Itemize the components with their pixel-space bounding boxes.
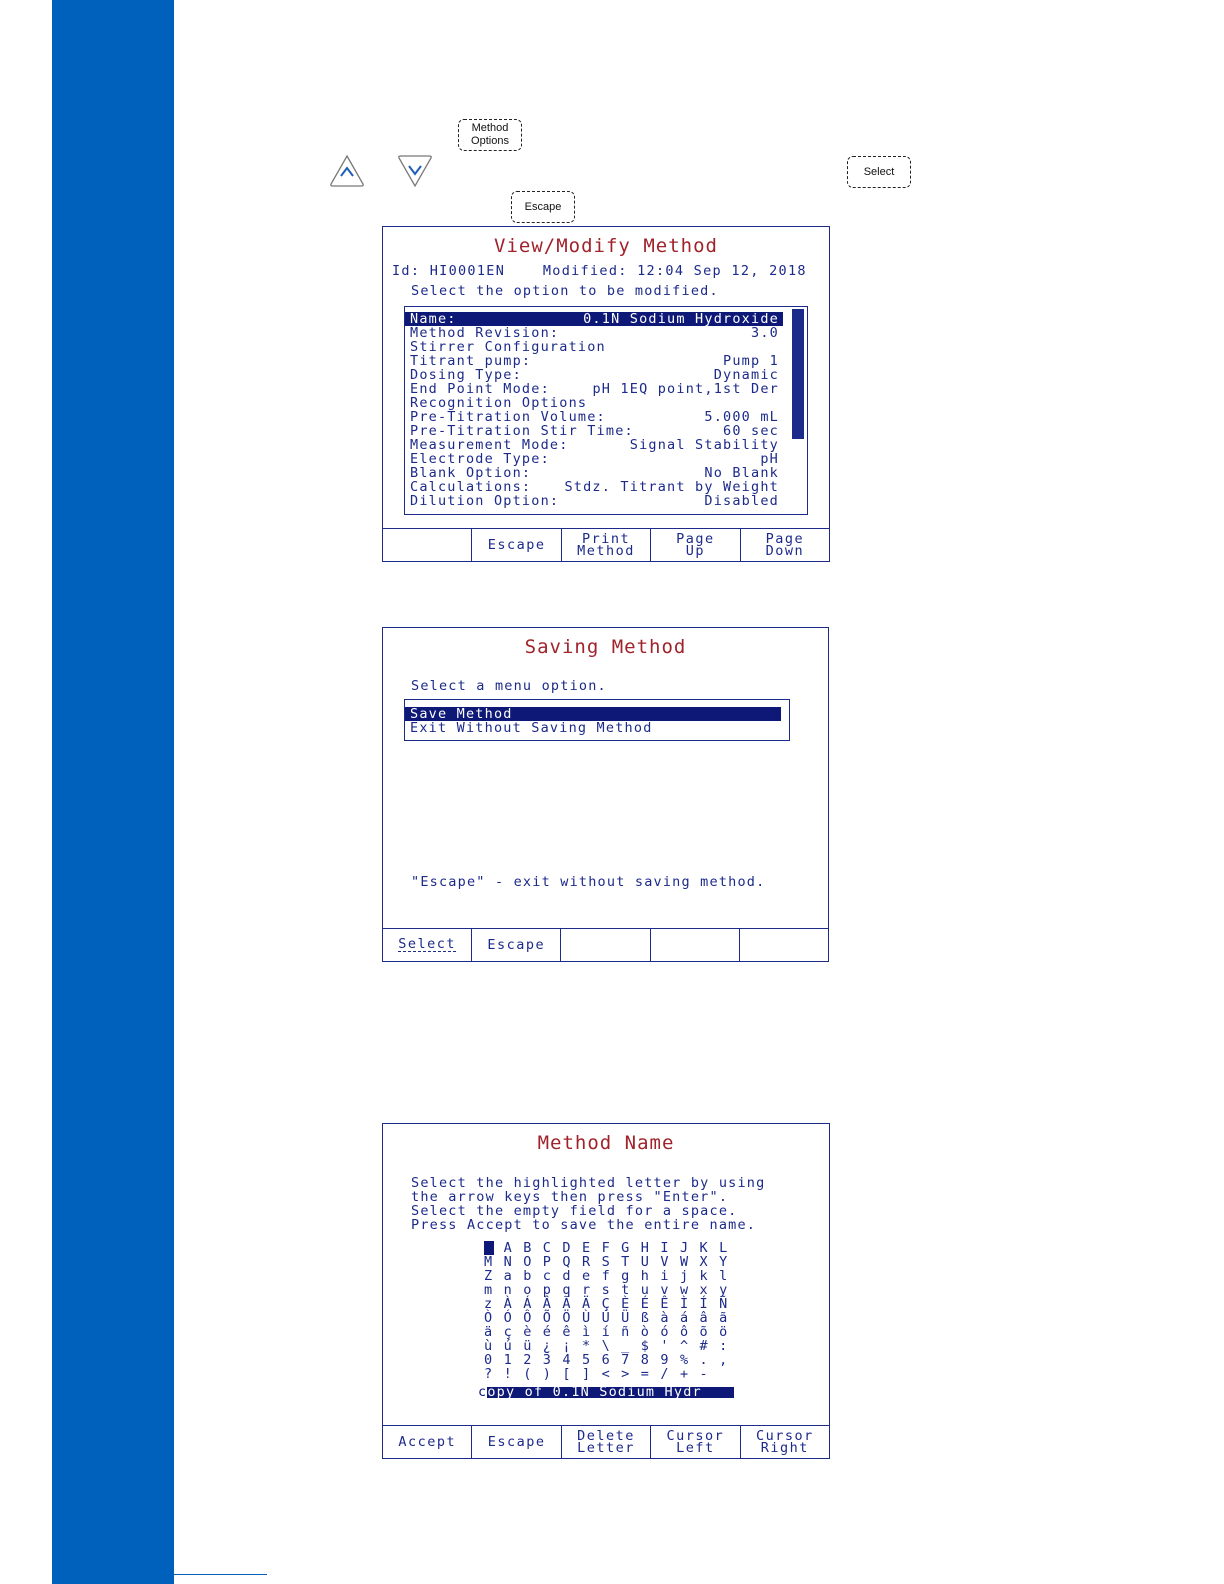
charmap-cell[interactable]: ] [581,1366,591,1382]
instruction-line-1: Select the highlighted letter by using [411,1175,766,1191]
option-label: Name: [410,311,457,327]
charmap-cell[interactable]: Õ [542,1310,551,1326]
charmap-cell[interactable]: ( [523,1366,532,1382]
charmap-cell[interactable]: Ä [581,1296,591,1312]
charmap-cell[interactable]: s [601,1282,610,1298]
charmap-cell[interactable]: g [621,1268,630,1284]
charmap-cell[interactable]: G [621,1240,630,1256]
charmap-cell[interactable]: Ù [581,1310,591,1326]
charmap-cell[interactable]: Â [542,1296,551,1312]
charmap-cell[interactable]: F [601,1240,610,1256]
charmap-cell[interactable]: Ô [523,1310,532,1326]
saving-method-screen [382,627,829,962]
option-row-stirrer-configuration[interactable] [405,340,783,354]
charmap-cell[interactable]: ¿ [542,1338,551,1354]
charmap-cell[interactable]: m [484,1282,493,1298]
charmap-cell[interactable] [719,1367,739,1381]
charmap-cell[interactable]: W [679,1254,689,1270]
charmap-cell[interactable]: Á [523,1296,532,1312]
charmap-row [484,1325,739,1339]
charmap-cell[interactable]: C [542,1240,551,1256]
option-label: Pre-Titration Volume: [410,409,606,425]
escape-key[interactable]: Escape [511,191,575,223]
option-value: 0.1N Sodium Hydroxide [583,311,779,327]
charmap-cell[interactable]: é [542,1324,551,1340]
option-label: Measurement Mode: [410,437,569,453]
charmap-cell[interactable]: [ [562,1366,571,1382]
charmap-cell[interactable]: O [523,1254,532,1270]
down-arrow-key[interactable] [397,154,433,188]
softkey-accept[interactable] [383,1426,471,1458]
option-row-method-revision[interactable] [405,326,783,340]
softkey-escape[interactable] [471,529,560,561]
charmap-cell[interactable]: _ [621,1338,630,1354]
option-row-pre-titration-stir-time[interactable] [405,424,783,438]
charmap-cell[interactable]: Ì [679,1296,689,1312]
option-value: Disabled [704,493,779,509]
charmap-cell[interactable]: y [719,1282,728,1298]
charmap-cell[interactable]: j [679,1268,689,1284]
charmap-cell[interactable]: Ê [660,1296,669,1312]
charmap-cell[interactable]: * [581,1338,591,1354]
charmap-cell[interactable]: l [719,1268,728,1284]
option-value: 3.0 [751,325,779,341]
charmap-cell[interactable]: % [679,1352,689,1368]
charmap-cell[interactable]: # [699,1338,708,1354]
charmap-cell[interactable]: R [581,1254,591,1270]
charmap-cell[interactable]: ô [679,1324,689,1340]
name-cursor: c [478,1384,488,1400]
up-arrow-key[interactable] [329,154,365,188]
charmap-cell[interactable]: ç [503,1324,512,1340]
charmap-cell[interactable]: M [484,1254,493,1270]
softkey-label: Print Method [577,531,635,559]
charmap-cell[interactable]: E [581,1240,591,1256]
charmap-cell[interactable]: f [601,1268,610,1284]
charmap-row [484,1339,739,1353]
softkey-label: Escape [487,537,546,553]
softkey-label: Escape [487,1434,546,1450]
charmap-cell[interactable]: v [660,1282,669,1298]
option-value: pH [760,451,779,467]
charmap-cell[interactable]: J [679,1240,689,1256]
charmap-cell[interactable]: Í [699,1296,708,1312]
charmap-row [484,1311,739,1325]
charmap-row [484,1353,739,1367]
charmap-cell[interactable]: Ó [503,1310,512,1326]
instruction-line-2: the arrow keys then press "Enter". [411,1189,729,1205]
softkey-label: Select [398,936,456,952]
view-modify-method-screen [382,226,830,562]
charmap-cell[interactable]: > [621,1366,630,1382]
option-row-name[interactable] [405,312,783,326]
softkey-label: Escape [487,937,546,953]
instruction-text: Select a menu option. [411,678,607,694]
charmap-row [484,1367,739,1381]
charmap-cell[interactable]: À [503,1296,512,1312]
option-label: Electrode Type: [410,451,550,467]
charmap-cell[interactable]: . [699,1352,708,1368]
option-label: Recognition Options [410,395,588,411]
option-value: 60 sec [723,423,779,439]
charmap-row [484,1297,739,1311]
charmap-cell[interactable]: a [503,1268,512,1284]
method-name-field[interactable] [478,1384,734,1400]
charmap-cell[interactable]: B [523,1240,532,1256]
charmap-cell[interactable]: t [621,1282,630,1298]
escape-hint: "Escape" - exit without saving method. [411,874,766,890]
menu-item-label: Save Method [410,706,513,722]
option-row-pre-titration-volume[interactable] [405,410,783,424]
charmap-cell[interactable]: x [699,1282,708,1298]
option-value: Dynamic [713,367,779,383]
page-sidebar-band [52,0,174,1584]
charmap-cell[interactable]: < [601,1366,610,1382]
scrollbar[interactable] [790,307,806,514]
charmap-cell[interactable]: I [660,1240,669,1256]
softkey-print-method[interactable] [561,529,650,561]
charmap-cell[interactable]: p [542,1282,551,1298]
option-value: No Blank [704,465,779,481]
charmap-cell[interactable]: â [699,1310,708,1326]
charmap-cell[interactable]: V [660,1254,669,1270]
charmap-space-cell-selected[interactable] [484,1241,494,1255]
menu-item-exit-without-saving-method[interactable] [405,721,781,735]
charmap-cell[interactable]: 9 [660,1352,669,1368]
instruction-line-3: Select the empty field for a space. [411,1203,738,1219]
charmap-cell[interactable]: 1 [503,1352,512,1368]
charmap-cell[interactable]: ñ [621,1324,630,1340]
charmap-cell[interactable]: ö [719,1324,728,1340]
charmap-cell[interactable]: o [523,1282,532,1298]
screen-title: Saving Method [524,636,687,658]
charmap-cell[interactable]: í [601,1324,610,1340]
option-row-dilution-option[interactable] [405,494,783,508]
option-value: Stdz. Titrant by Weight [564,479,779,495]
charmap-cell[interactable]: ó [660,1324,669,1340]
charmap-cell[interactable]: ß [640,1310,649,1326]
charmap-cell[interactable]: 6 [601,1352,610,1368]
charmap-cell[interactable]: Ñ [719,1296,728,1312]
softkey-bar [383,928,828,961]
charmap-row [484,1269,739,1283]
option-row-dosing-type[interactable] [405,368,783,382]
charmap-cell[interactable]: ¡ [562,1338,571,1354]
charmap-cell[interactable]: 8 [640,1352,649,1368]
option-row-blank-option[interactable] [405,466,783,480]
charmap-cell[interactable]: ! [503,1366,512,1382]
charmap-cell[interactable]: L [719,1240,728,1256]
charmap-cell[interactable]: ê [562,1324,571,1340]
charmap-row [484,1241,739,1255]
softkey-delete-letter[interactable] [561,1426,650,1458]
charmap-cell[interactable]: ^ [679,1338,689,1354]
option-list[interactable] [404,306,808,515]
charmap-cell[interactable]: ã [719,1310,728,1326]
charmap-cell[interactable]: ) [542,1366,551,1382]
charmap-cell[interactable]: Ç [601,1296,610,1312]
option-label: Pre-Titration Stir Time: [410,423,634,439]
charmap-row [484,1255,739,1269]
charmap-cell[interactable]: Ò [484,1310,493,1326]
charmap-cell[interactable]: ò [640,1324,649,1340]
option-value: pH 1EQ point,1st Der [592,381,779,397]
softkey-empty-4[interactable] [739,929,828,961]
charmap-cell[interactable]: K [699,1240,708,1256]
softkey-escape[interactable] [471,929,560,961]
screen-title: Method Name [537,1132,675,1154]
charmap-cell[interactable]: É [640,1296,649,1312]
charmap-cell[interactable]: Y [719,1254,728,1270]
charmap-cell[interactable]: : [719,1338,728,1354]
method-name-screen [382,1123,830,1459]
option-value: 5.000 mL [704,409,779,425]
charmap-cell[interactable]: 7 [621,1352,630,1368]
charmap-cell[interactable]: ' [660,1338,669,1354]
charmap-cell[interactable]: ü [523,1338,532,1354]
charmap-cell[interactable]: k [699,1268,708,1284]
charmap-cell[interactable]: \ [601,1338,610,1354]
option-row-measurement-mode[interactable] [405,438,783,452]
softkey-cursor-right[interactable] [740,1426,829,1458]
instruction-line-4: Press Accept to save the entire name. [411,1217,757,1233]
softkey-cursor-left[interactable] [650,1426,739,1458]
charmap-row [484,1283,739,1297]
charmap-cell[interactable]: X [699,1254,708,1270]
charmap-cell[interactable]: U [640,1254,649,1270]
charmap-cell[interactable]: T [621,1254,630,1270]
charmap-cell[interactable]: È [621,1296,630,1312]
charmap-cell[interactable]: c [542,1268,551,1284]
charmap-cell[interactable]: ú [503,1338,512,1354]
option-row-titrant-pump[interactable] [405,354,783,368]
charmap-cell[interactable]: 2 [523,1352,532,1368]
charmap-cell[interactable]: / [660,1366,669,1382]
charmap-cell[interactable]: P [542,1254,551,1270]
option-row-electrode-type[interactable] [405,452,783,466]
softkey-label: Delete Letter [577,1428,635,1456]
option-label: Stirrer Configuration [410,339,606,355]
charmap-cell[interactable]: Ü [621,1310,630,1326]
option-label: Method Revision: [410,325,560,341]
select-key[interactable]: Select [847,156,911,188]
charmap-cell[interactable]: õ [699,1324,708,1340]
charmap-cell[interactable]: + [679,1366,689,1382]
menu-option-list[interactable] [404,699,790,741]
charmap-cell[interactable]: n [503,1282,512,1298]
softkey-label: Accept [398,1434,457,1450]
charmap-cell[interactable]: A [503,1240,512,1256]
charmap-cell[interactable]: d [562,1268,571,1284]
charmap-cell[interactable]: r [581,1282,591,1298]
option-row-recognition-options[interactable] [405,396,783,410]
softkey-escape[interactable] [471,1426,560,1458]
softkey-empty-2[interactable] [560,929,649,961]
menu-item-label: Exit Without Saving Method [410,720,653,736]
charmap-cell[interactable]: 0 [484,1352,493,1368]
charmap-cell[interactable]: 4 [562,1352,571,1368]
charmap-cell[interactable]: $ [640,1338,649,1354]
option-label: Dilution Option: [410,493,560,509]
charmap-cell[interactable]: q [562,1282,571,1298]
option-value: Pump 1 [723,353,779,369]
charmap-cell[interactable]: Ú [601,1310,610,1326]
charmap-cell[interactable]: Ã [562,1296,571,1312]
charmap-cell[interactable]: ù [484,1338,493,1354]
option-label: Calculations: [410,479,532,495]
softkey-empty-3[interactable] [650,929,739,961]
softkey-label: Cursor Left [666,1428,725,1456]
charmap-cell[interactable]: Ö [562,1310,571,1326]
charmap-cell[interactable]: , [719,1352,728,1368]
charmap-cell[interactable]: = [640,1366,649,1382]
menu-item-save-method[interactable] [405,707,781,721]
charmap-cell[interactable]: 5 [581,1352,591,1368]
charmap-cell[interactable]: z [484,1296,493,1312]
footer-rule [126,1574,267,1575]
softkey-label: Page Up [676,531,715,559]
charmap-cell[interactable]: à [660,1310,669,1326]
charmap-cell[interactable]: Q [562,1254,571,1270]
charmap-cell[interactable]: á [679,1310,689,1326]
charmap-cell[interactable]: - [699,1366,708,1382]
charmap-cell[interactable]: u [640,1282,649,1298]
method-options-key[interactable]: Method Options [458,119,522,151]
charmap-cell[interactable]: N [503,1254,512,1270]
name-value: opy of 0.1N Sodium Hydr [487,1384,702,1400]
instruction-text: Select the option to be modified. [411,283,719,299]
charmap-cell[interactable]: ì [581,1324,591,1340]
softkey-select[interactable] [383,929,471,961]
charmap-cell[interactable]: w [679,1282,689,1298]
character-map[interactable] [484,1241,739,1381]
charmap-cell[interactable]: h [640,1268,649,1284]
charmap-cell[interactable]: ? [484,1366,493,1382]
softkey-page-down[interactable] [740,529,829,561]
charmap-cell[interactable]: b [523,1268,532,1284]
option-row-end-point-mode[interactable] [405,382,783,396]
charmap-cell[interactable]: D [562,1240,571,1256]
option-label: Blank Option: [410,465,532,481]
scrollbar-thumb[interactable] [792,309,804,439]
charmap-cell[interactable]: 3 [542,1352,551,1368]
option-label: Titrant pump: [410,353,532,369]
screen-title: View/Modify Method [494,235,718,257]
softkey-empty-0[interactable] [383,529,471,561]
charmap-cell[interactable]: H [640,1240,649,1256]
softkey-label: Page Down [765,531,805,559]
charmap-cell[interactable]: Z [484,1268,493,1284]
softkey-bar [383,1425,829,1458]
option-label: End Point Mode: [410,381,550,397]
option-label: Dosing Type: [410,367,522,383]
option-row-calculations[interactable] [405,480,783,494]
softkey-label: Cursor Right [755,1428,814,1456]
softkey-page-up[interactable] [650,529,739,561]
method-id-line: Id: HI0001EN Modified: 12:04 Sep 12, 2018 [392,263,807,279]
charmap-cell[interactable]: i [660,1268,669,1284]
option-value: Signal Stability [629,437,779,453]
charmap-cell[interactable]: e [581,1268,591,1284]
charmap-cell[interactable]: S [601,1254,610,1270]
charmap-cell[interactable]: è [523,1324,532,1340]
softkey-bar [383,528,829,561]
charmap-cell[interactable]: ä [484,1324,493,1340]
